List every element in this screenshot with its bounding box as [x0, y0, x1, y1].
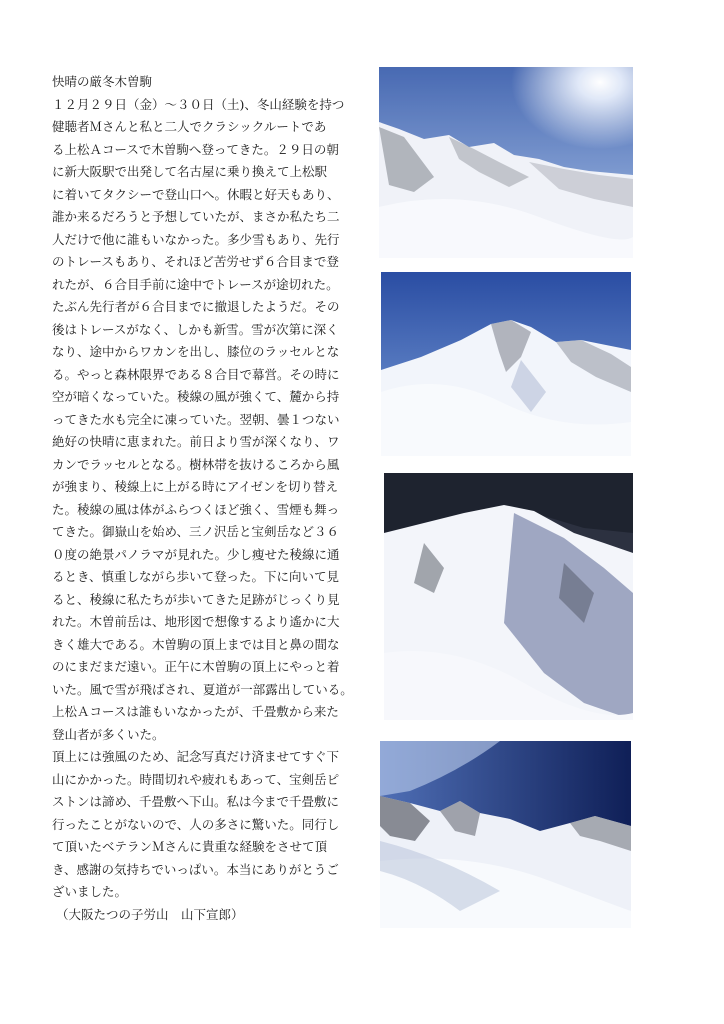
- article-line: れたが、６合目手前に途中でトレースが途切れた。: [52, 276, 339, 292]
- article-line: 人だけで他に誰もいなかった。多少雪もあり、先行: [52, 231, 340, 247]
- article-line: カンでラッセルとなる。樹林帯を抜けるころから風: [52, 456, 340, 472]
- article-line: れた。木曽前岳は、地形図で想像するより遙かに大: [52, 614, 340, 629]
- article-line: に着いてタクシーで登山口へ。休暇と好天もあり、: [52, 186, 340, 202]
- article-line: なり、途中からワカンを出し、膝位のラッセルとな: [52, 344, 340, 359]
- article-line: が強まり、稜線上に上がる時にアイゼンを切り替え: [52, 479, 339, 494]
- article-line: ざいました。: [52, 884, 128, 899]
- article-line: 誰か来るだろうと予想していたが、まさか私たち二: [52, 209, 340, 224]
- article-line: た。稜線の風は体がふらつくほど強く、雪煙も舞っ: [52, 501, 340, 517]
- article-line: る。やっと森林限界である８合目で幕営。その時に: [52, 366, 340, 382]
- photo-shadow-ridge: [384, 473, 633, 720]
- article-line: 後はトレースがなく、しかも新雪。雪が次第に深く: [52, 321, 339, 337]
- article-line: に新大阪駅で出発して名古屋に乗り換えて上松駅: [52, 164, 328, 179]
- article-line: てきた。御嶽山を始め、三ノ沢岳と宝剣岳など３６: [52, 524, 340, 539]
- article-line: 上松Ａコースは誰もいなかったが、千畳敷から来た: [52, 704, 339, 719]
- article-line: いた。風で雪が飛ばされ、夏道が一部露出している。: [52, 681, 353, 697]
- article-line: ってきた水も完全に凍っていた。翌朝、曇１つない: [52, 411, 340, 427]
- article-line: １２月２９日（金）～３０日（土)、冬山経験を持つ: [52, 96, 345, 112]
- article-line: き、感謝の気持ちでいっぱい。本当にありがとうご: [52, 861, 339, 877]
- article-line: る上松Ａコースで木曽駒へ登ってきた。２９日の朝: [52, 141, 339, 157]
- article-line: 行ったことがないので、人の多さに驚いた。同行し: [52, 816, 340, 832]
- article-title: 快晴の厳冬木曽駒: [52, 74, 153, 89]
- article-line: ると、稜線に私たちが歩いてきた足跡がじっくり見: [52, 591, 340, 607]
- photo-valley-panorama: [380, 741, 631, 928]
- article-line: たぶん先行者が６合目までに撤退したようだ。その: [52, 299, 340, 314]
- photo-ridge-sun: [379, 67, 633, 258]
- article-author: （大阪たつの子労山 山下宣郎）: [56, 906, 244, 922]
- article-line: のトレースもあり、それほど苦労せず６合目まで登: [52, 254, 339, 269]
- article-column: [52, 71, 358, 926]
- article-line: 絶好の快晴に恵まれた。前日より雪が深くなり、ワ: [52, 434, 340, 449]
- article-line: 健聴者Ｍさんと私と二人でクラシックルートであ: [52, 119, 327, 134]
- article-line: 山にかかった。時間切れや疲れもあって、宝剣岳ピ: [52, 771, 340, 787]
- photo-snow-peak: [381, 272, 631, 456]
- article-body: [52, 94, 358, 904]
- article-line: るとき、慎重しながら歩いて登った。下に向いて見: [52, 569, 340, 584]
- article-line: 登山者が多くいた。: [52, 726, 165, 742]
- article-line: ０度の絶景パノラマが見れた。少し瘦せた稜線に通: [52, 546, 340, 562]
- article-line: きく雄大である。木曽駒の頂上までは目と鼻の間な: [52, 636, 340, 652]
- article-line: ストンは諦め、千畳敷へ下山。私は今まで千畳敷に: [52, 794, 340, 809]
- article-line: 空が暗くなっていた。稜線の風が強くて、麓から持: [52, 389, 340, 404]
- article-line: 頂上には強風のため、記念写真だけ済ませてすぐ下: [52, 749, 340, 764]
- article-line: のにまだまだ遠い。正午に木曽駒の頂上にやっと着: [52, 659, 340, 674]
- article-line: て頂いたベテランＭさんに貴重な経験をさせて頂: [52, 839, 328, 854]
